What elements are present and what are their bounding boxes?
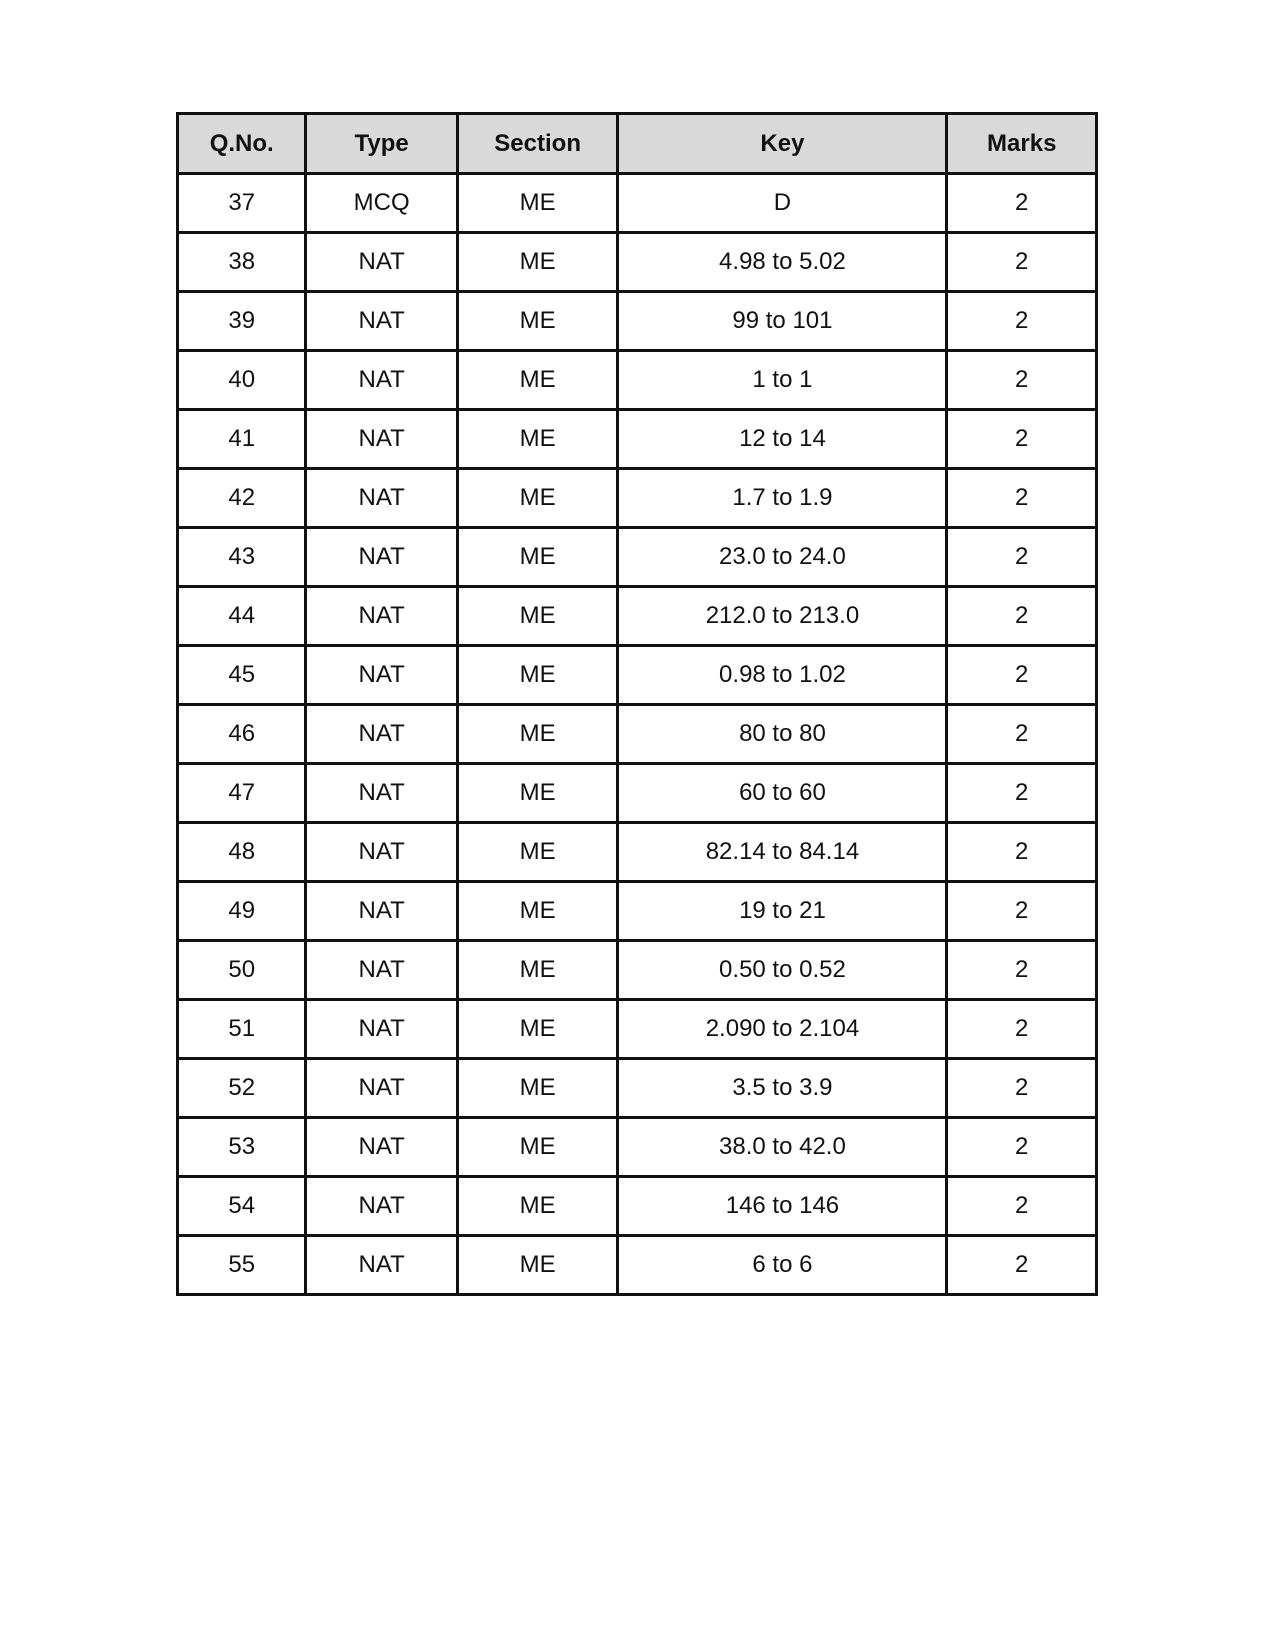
cell-section: ME <box>457 764 618 823</box>
cell-section: ME <box>457 1236 618 1295</box>
cell-question-number: 54 <box>178 1177 306 1236</box>
header-type: Type <box>306 114 457 174</box>
cell-type: NAT <box>306 351 457 410</box>
table-row <box>178 646 1097 705</box>
cell-marks: 2 <box>947 646 1097 705</box>
cell-section: ME <box>457 174 618 233</box>
cell-key: 38.0 to 42.0 <box>618 1118 947 1177</box>
cell-marks: 2 <box>947 1236 1097 1295</box>
cell-section: ME <box>457 528 618 587</box>
table-body <box>178 174 1097 1295</box>
cell-type: NAT <box>306 1236 457 1295</box>
cell-type: NAT <box>306 410 457 469</box>
cell-question-number: 44 <box>178 587 306 646</box>
table-row <box>178 587 1097 646</box>
cell-question-number: 42 <box>178 469 306 528</box>
cell-marks: 2 <box>947 469 1097 528</box>
cell-section: ME <box>457 410 618 469</box>
cell-marks: 2 <box>947 233 1097 292</box>
table-row <box>178 1236 1097 1295</box>
cell-key: 0.98 to 1.02 <box>618 646 947 705</box>
cell-marks: 2 <box>947 587 1097 646</box>
cell-key: 212.0 to 213.0 <box>618 587 947 646</box>
header-question-number: Q.No. <box>178 114 306 174</box>
table-row <box>178 705 1097 764</box>
cell-key: 82.14 to 84.14 <box>618 823 947 882</box>
cell-marks: 2 <box>947 1000 1097 1059</box>
cell-marks: 2 <box>947 528 1097 587</box>
table-row <box>178 882 1097 941</box>
cell-type: NAT <box>306 292 457 351</box>
answer-key-table <box>176 112 1098 1296</box>
cell-marks: 2 <box>947 292 1097 351</box>
cell-key: 6 to 6 <box>618 1236 947 1295</box>
cell-question-number: 49 <box>178 882 306 941</box>
cell-section: ME <box>457 705 618 764</box>
cell-marks: 2 <box>947 1118 1097 1177</box>
cell-question-number: 39 <box>178 292 306 351</box>
cell-type: NAT <box>306 1177 457 1236</box>
cell-marks: 2 <box>947 351 1097 410</box>
header-section: Section <box>457 114 618 174</box>
cell-key: 1 to 1 <box>618 351 947 410</box>
cell-marks: 2 <box>947 882 1097 941</box>
cell-question-number: 37 <box>178 174 306 233</box>
cell-question-number: 40 <box>178 351 306 410</box>
cell-key: 60 to 60 <box>618 764 947 823</box>
header-row <box>178 114 1097 174</box>
table-row <box>178 823 1097 882</box>
cell-section: ME <box>457 1000 618 1059</box>
cell-type: NAT <box>306 705 457 764</box>
cell-section: ME <box>457 233 618 292</box>
cell-section: ME <box>457 882 618 941</box>
cell-type: NAT <box>306 646 457 705</box>
cell-marks: 2 <box>947 823 1097 882</box>
cell-type: NAT <box>306 528 457 587</box>
cell-marks: 2 <box>947 410 1097 469</box>
cell-section: ME <box>457 469 618 528</box>
cell-marks: 2 <box>947 764 1097 823</box>
cell-section: ME <box>457 1059 618 1118</box>
cell-type: NAT <box>306 764 457 823</box>
cell-section: ME <box>457 351 618 410</box>
table-row <box>178 941 1097 1000</box>
cell-type: NAT <box>306 1118 457 1177</box>
cell-question-number: 46 <box>178 705 306 764</box>
cell-section: ME <box>457 292 618 351</box>
cell-key: 4.98 to 5.02 <box>618 233 947 292</box>
cell-marks: 2 <box>947 941 1097 1000</box>
cell-key: D <box>618 174 947 233</box>
cell-key: 0.50 to 0.52 <box>618 941 947 1000</box>
cell-type: MCQ <box>306 174 457 233</box>
table-row <box>178 1118 1097 1177</box>
cell-question-number: 55 <box>178 1236 306 1295</box>
cell-question-number: 48 <box>178 823 306 882</box>
cell-question-number: 38 <box>178 233 306 292</box>
table-row <box>178 528 1097 587</box>
cell-section: ME <box>457 823 618 882</box>
table-row <box>178 410 1097 469</box>
table-row <box>178 1059 1097 1118</box>
cell-question-number: 50 <box>178 941 306 1000</box>
cell-key: 99 to 101 <box>618 292 947 351</box>
cell-section: ME <box>457 1177 618 1236</box>
cell-key: 146 to 146 <box>618 1177 947 1236</box>
table-row <box>178 351 1097 410</box>
cell-marks: 2 <box>947 1059 1097 1118</box>
table-row <box>178 764 1097 823</box>
cell-marks: 2 <box>947 1177 1097 1236</box>
table-row <box>178 1000 1097 1059</box>
cell-key: 19 to 21 <box>618 882 947 941</box>
cell-key: 23.0 to 24.0 <box>618 528 947 587</box>
header-key: Key <box>618 114 947 174</box>
table-row <box>178 292 1097 351</box>
cell-key: 12 to 14 <box>618 410 947 469</box>
cell-key: 2.090 to 2.104 <box>618 1000 947 1059</box>
cell-question-number: 41 <box>178 410 306 469</box>
cell-section: ME <box>457 1118 618 1177</box>
cell-section: ME <box>457 646 618 705</box>
cell-type: NAT <box>306 587 457 646</box>
table-header <box>178 114 1097 174</box>
cell-question-number: 52 <box>178 1059 306 1118</box>
cell-type: NAT <box>306 233 457 292</box>
cell-section: ME <box>457 587 618 646</box>
cell-marks: 2 <box>947 174 1097 233</box>
cell-type: NAT <box>306 1059 457 1118</box>
cell-type: NAT <box>306 941 457 1000</box>
cell-key: 1.7 to 1.9 <box>618 469 947 528</box>
cell-question-number: 45 <box>178 646 306 705</box>
cell-marks: 2 <box>947 705 1097 764</box>
cell-type: NAT <box>306 1000 457 1059</box>
cell-question-number: 47 <box>178 764 306 823</box>
header-marks: Marks <box>947 114 1097 174</box>
cell-key: 3.5 to 3.9 <box>618 1059 947 1118</box>
cell-type: NAT <box>306 882 457 941</box>
cell-type: NAT <box>306 469 457 528</box>
cell-section: ME <box>457 941 618 1000</box>
cell-question-number: 43 <box>178 528 306 587</box>
table-row <box>178 233 1097 292</box>
cell-question-number: 53 <box>178 1118 306 1177</box>
table-row <box>178 1177 1097 1236</box>
table-row <box>178 469 1097 528</box>
cell-type: NAT <box>306 823 457 882</box>
cell-question-number: 51 <box>178 1000 306 1059</box>
cell-key: 80 to 80 <box>618 705 947 764</box>
table-row <box>178 174 1097 233</box>
